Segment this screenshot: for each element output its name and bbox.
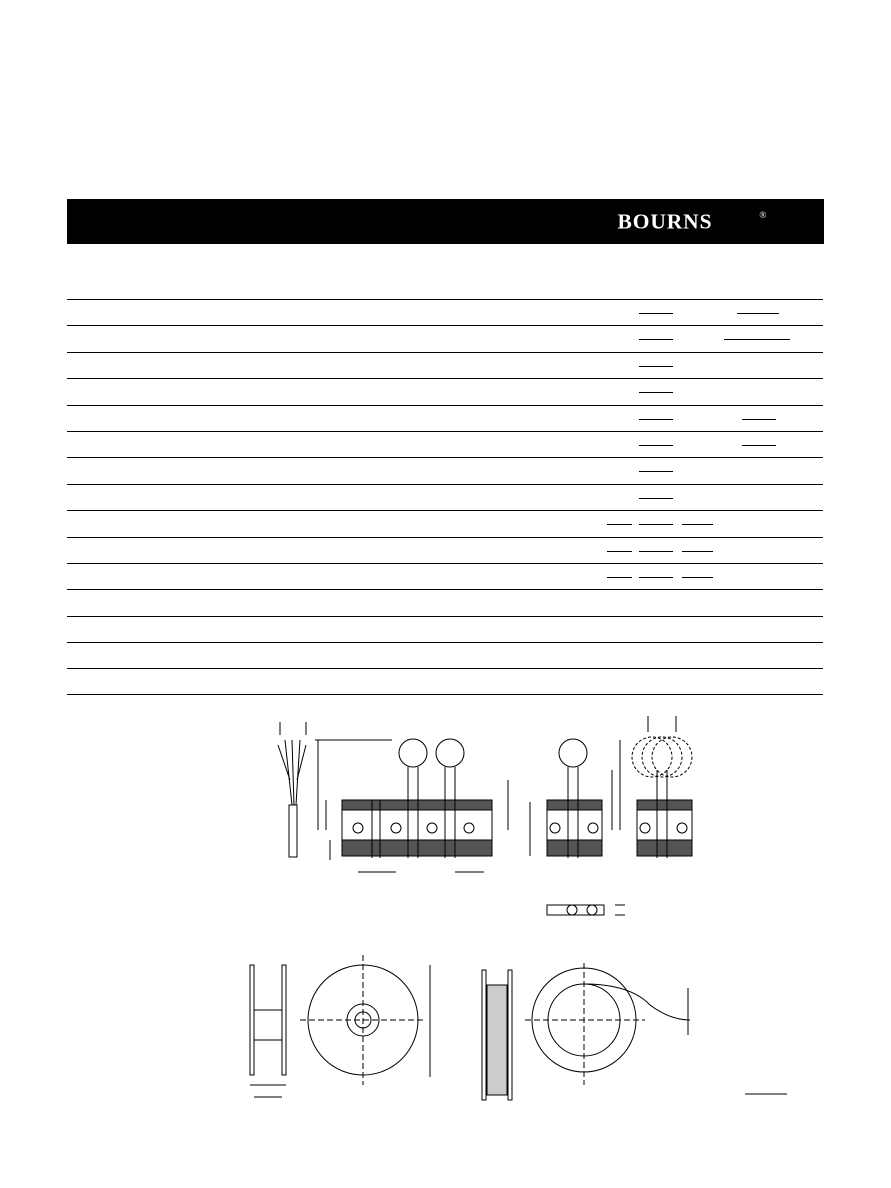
brand-name: BOURNS [617, 209, 713, 234]
tape-tilt-view [632, 716, 692, 858]
tape-cross-section [547, 905, 625, 915]
ammo-pack-front-view [525, 963, 787, 1094]
registered-mark: ® [759, 211, 767, 222]
ammo-pack-side-view [482, 970, 512, 1100]
reel-side-view [250, 965, 286, 1097]
reel-front-view [300, 955, 430, 1085]
tape-strip-four-parts [326, 739, 530, 872]
tape-single-part [547, 739, 620, 858]
